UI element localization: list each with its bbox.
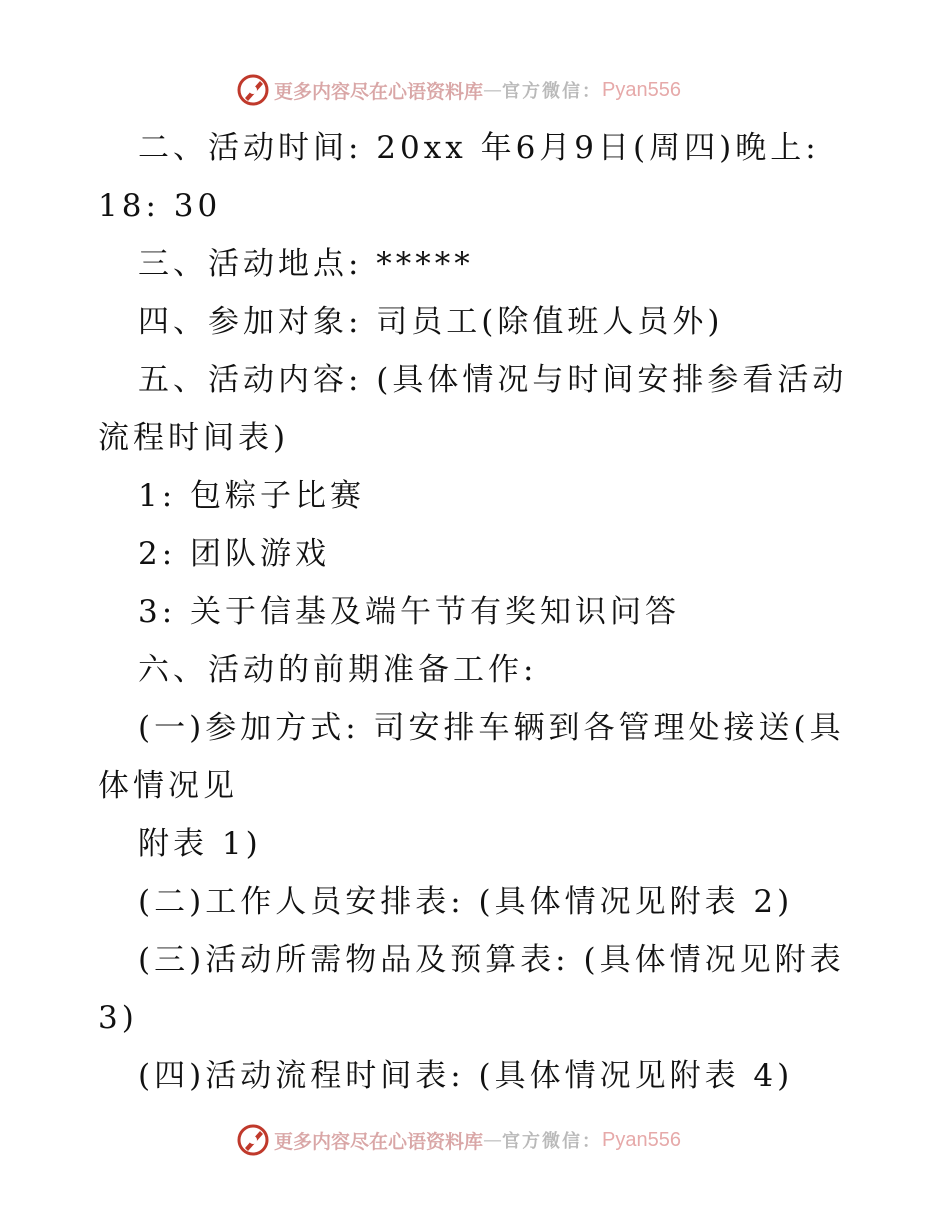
footer-watermark — [236, 1122, 681, 1158]
text-line: 2: 团队游戏 — [138, 536, 331, 572]
text-line: 二、活动时间: 20xx 年6月9日(周四)晚上: — [138, 130, 820, 166]
text-line: 3) — [98, 1000, 138, 1036]
text-line: (三)活动所需物品及预算表: (具体情况见附表 — [138, 942, 845, 978]
text-line: 四、参加对象: 司员工(除值班人员外) — [138, 304, 724, 340]
text-line: 1: 包粽子比赛 — [138, 478, 366, 514]
text-line: (一)参加方式: 司安排车辆到各管理处接送(具 — [138, 710, 845, 746]
watermark-dash: — — [483, 1129, 503, 1151]
text-line: 流程时间表) — [98, 420, 290, 456]
watermark-dash: — — [483, 79, 503, 101]
text-line: 三、活动地点: ***** — [138, 246, 474, 282]
text-line: (四)活动流程时间表: (具体情况见附表 4) — [138, 1058, 794, 1094]
text-line: 18: 30 — [98, 188, 222, 224]
watermark-account: Pyan556 — [602, 78, 681, 101]
text-line: 五、活动内容: (具体情况与时间安排参看活动 — [138, 362, 848, 398]
text-line: 六、活动的前期准备工作: — [138, 652, 538, 688]
logo-icon — [236, 1123, 270, 1157]
watermark-official-label: 官方微信： — [502, 81, 603, 102]
text-line: 附表 1) — [138, 826, 262, 862]
watermark-brand-text: 更多内容尽在心语资料库 — [274, 80, 484, 103]
watermark-official-label: 官方微信： — [502, 1131, 603, 1152]
watermark-brand-text: 更多内容尽在心语资料库 — [274, 1130, 484, 1153]
text-line: 体情况见 — [98, 768, 238, 804]
text-line: (二)工作人员安排表: (具体情况见附表 2) — [138, 884, 794, 920]
watermark-account: Pyan556 — [602, 1128, 681, 1151]
text-line: 3: 关于信基及端午节有奖知识问答 — [138, 594, 681, 630]
